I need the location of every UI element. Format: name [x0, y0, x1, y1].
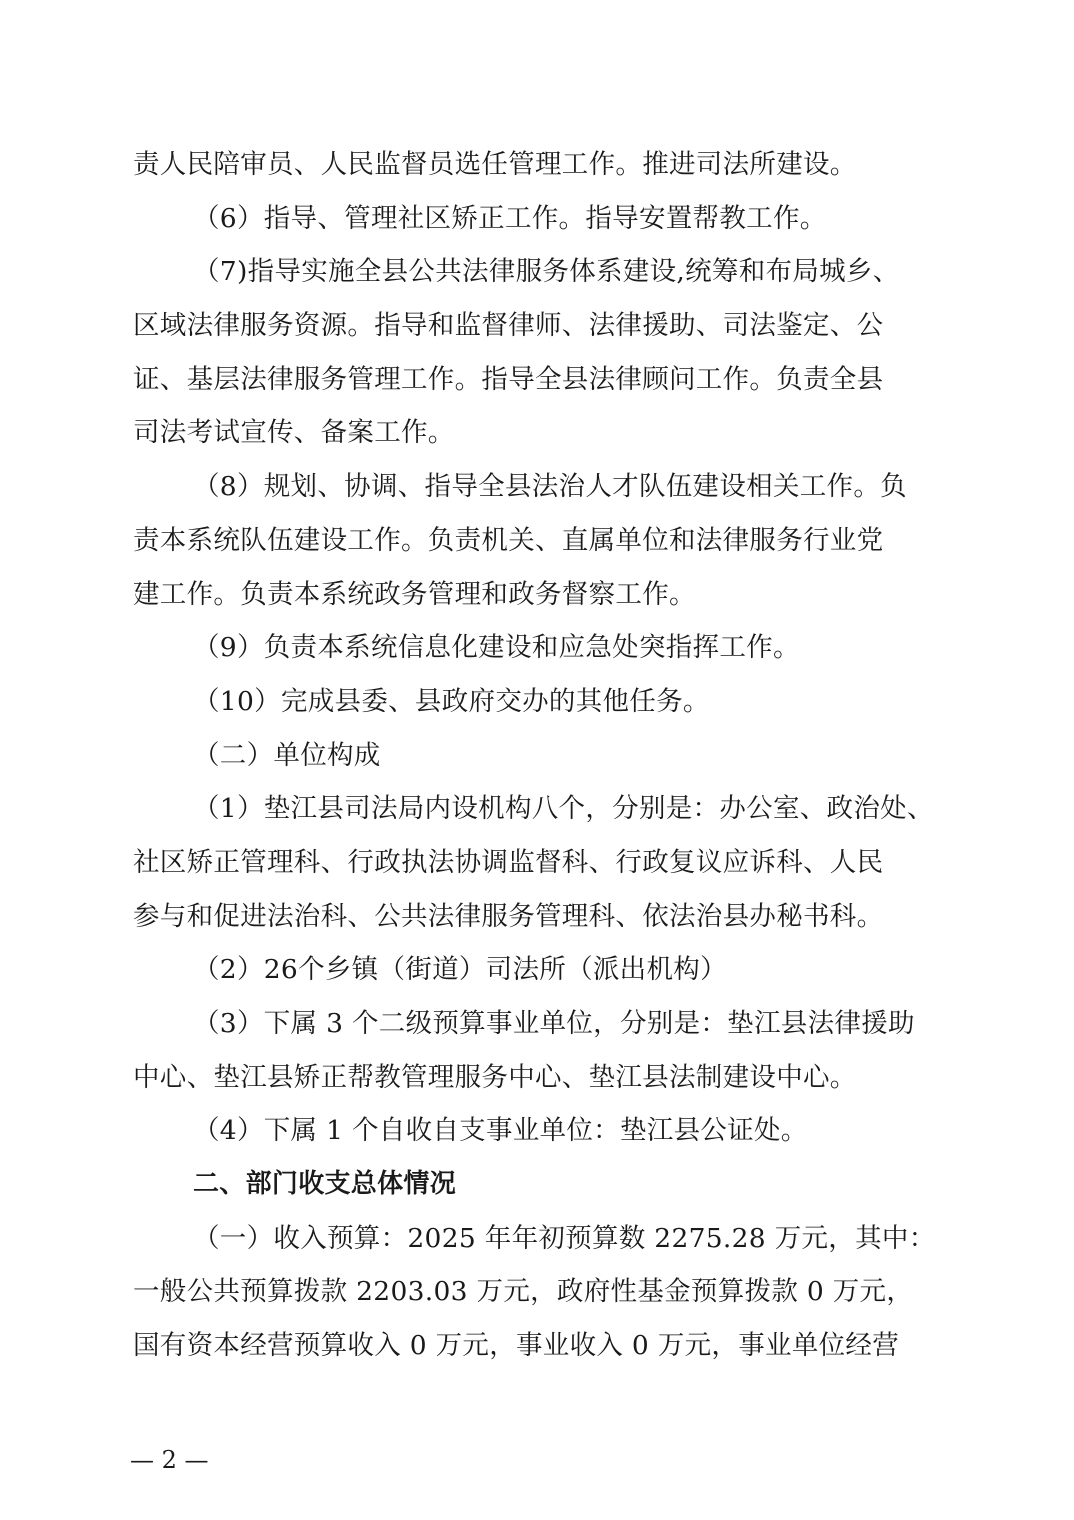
- text-line: （8）规划、协调、指导全县法治人才队伍建设相关工作。负: [193, 471, 907, 503]
- text-line: 社区矫正管理科、行政执法协调监督科、行政复议应诉科、人民: [133, 846, 884, 878]
- section-subheading: （二）单位构成: [193, 739, 381, 771]
- text-line: （9）负责本系统信息化建设和应急处突指挥工作。: [193, 632, 800, 664]
- text-line: 建工作。负责本系统政务管理和政务督察工作。: [133, 578, 696, 610]
- page-number: — 2 —: [130, 1446, 209, 1474]
- text-line: 责人民陪审员、人民监督员选任管理工作。推进司法所建设。: [133, 149, 857, 180]
- text-line: 司法考试宣传、备案工作。: [133, 417, 455, 449]
- text-line: （1）垫江县司法局内设机构八个，分别是：办公室、政治处、: [193, 793, 934, 825]
- section-heading: 二、部门收支总体情况: [193, 1169, 457, 1200]
- text-line: 国有资本经营预算收入 0 万元，事业收入 0 万元，事业单位经营: [133, 1330, 900, 1362]
- text-line: 区域法律服务资源。指导和监督律师、法律援助、司法鉴定、公: [133, 310, 884, 342]
- text-line: 一般公共预算拨款 2203.03 万元，政府性基金预算拨款 0 万元，: [133, 1276, 914, 1308]
- document-body: [133, 138, 941, 1373]
- text-line: （10）完成县委、县政府交办的其他任务。: [193, 685, 710, 717]
- text-line: （3）下属 3 个二级预算事业单位，分别是：垫江县法律援助: [193, 1008, 915, 1039]
- text-line: （6）指导、管理社区矫正工作。指导安置帮教工作。: [193, 202, 827, 234]
- text-line: 证、基层法律服务管理工作。指导全县法律顾问工作。负责全县: [133, 363, 884, 395]
- text-line: 参与和促进法治科、公共法律服务管理科、依法治县办秘书科。: [133, 900, 884, 932]
- text-line: 责本系统队伍建设工作。负责机关、直属单位和法律服务行业党: [133, 524, 884, 556]
- text-line: （7)指导实施全县公共法律服务体系建设,统筹和布局城乡、: [193, 256, 900, 288]
- text-line: （2）26个乡镇（街道）司法所（派出机构）: [193, 954, 727, 986]
- text-line: （一）收入预算：2025 年年初预算数 2275.28 万元，其中：: [193, 1222, 936, 1254]
- text-line: 中心、垫江县矫正帮教管理服务中心、垫江县法制建设中心。: [133, 1061, 857, 1093]
- text-line: （4）下属 1 个自收自支事业单位：垫江县公证处。: [193, 1115, 808, 1147]
